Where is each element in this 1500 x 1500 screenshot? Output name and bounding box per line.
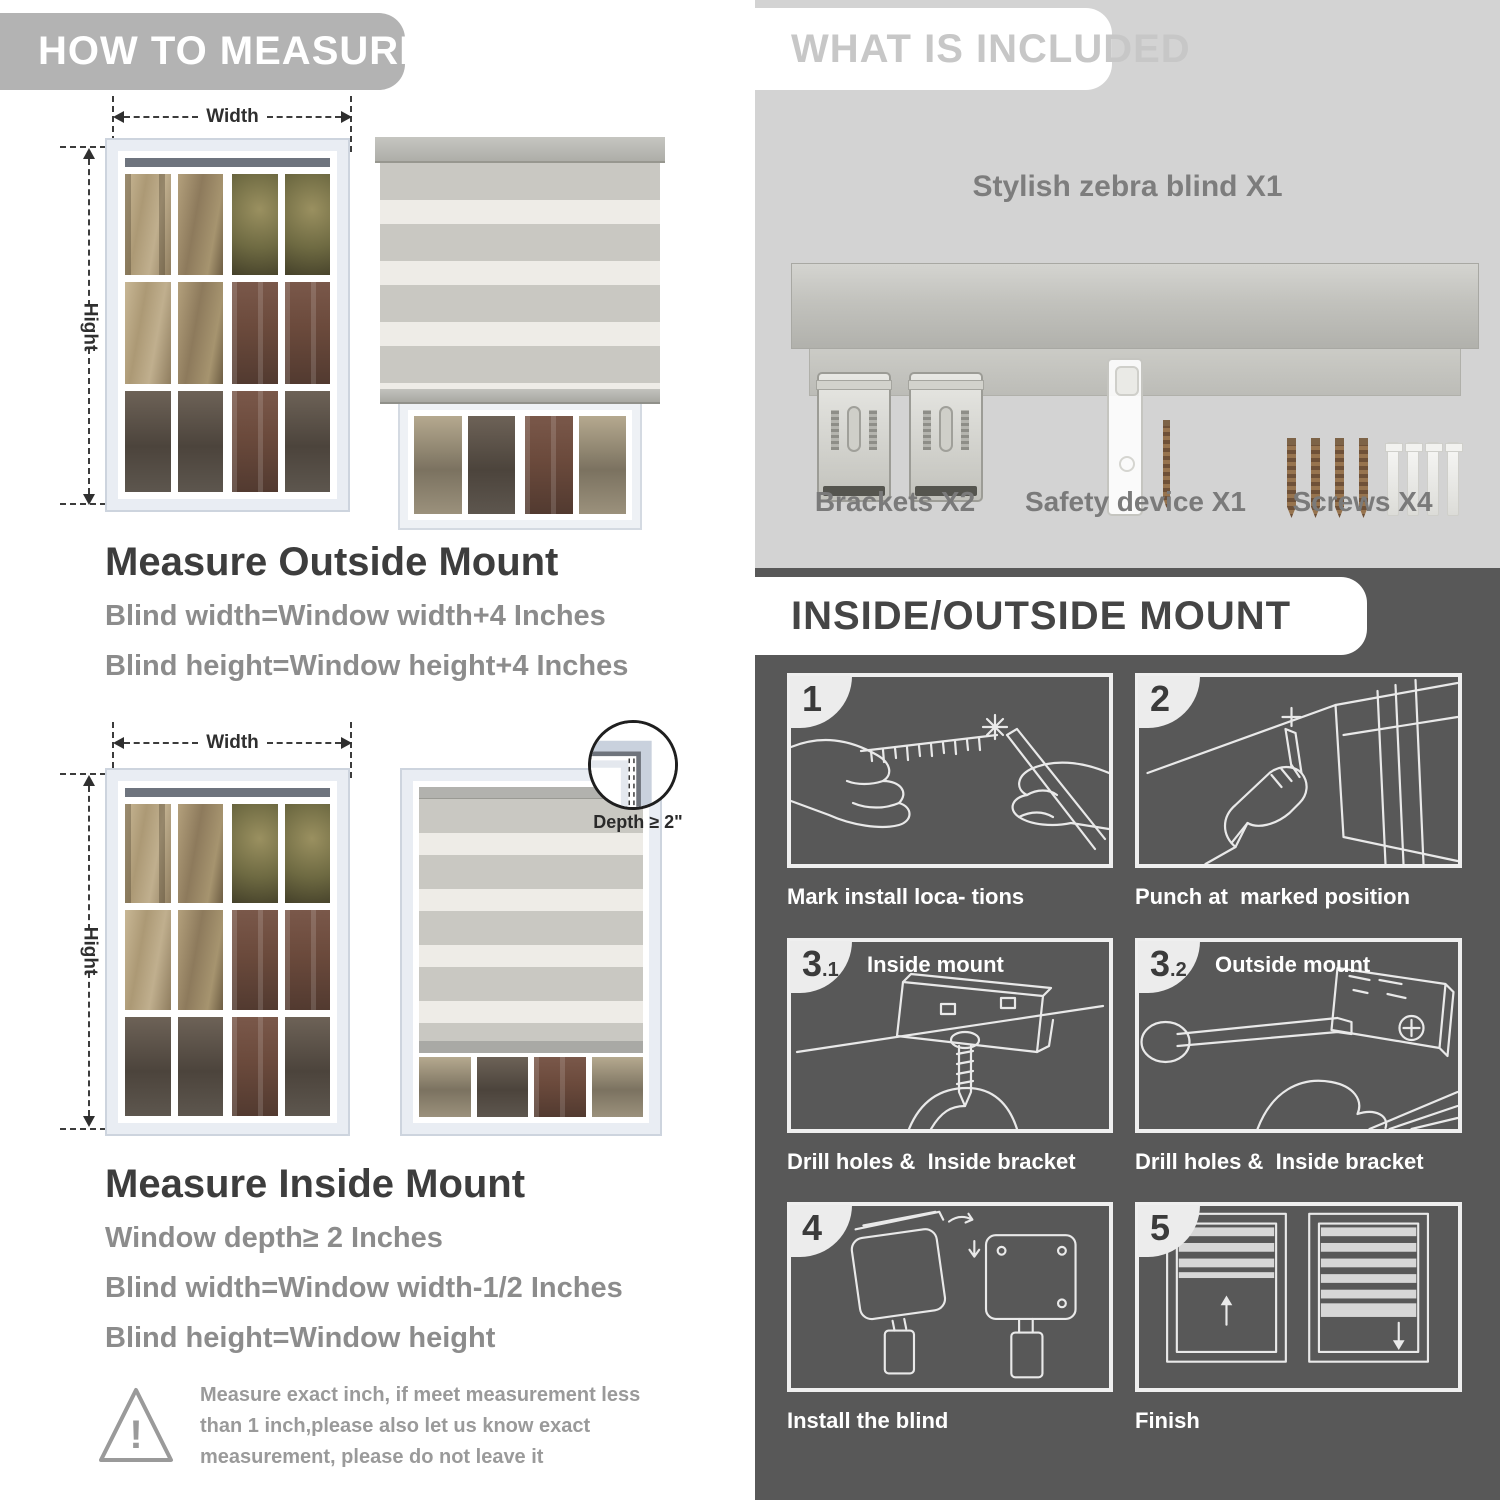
- step-panel-3-2: [1135, 938, 1462, 1133]
- width-arrow-outside: [113, 106, 352, 128]
- height-arrow-inside: [78, 775, 100, 1127]
- measure-warning-text: Measure exact inch, if meet measurement less than 1 inch,please also let us know exact measurement, please do not leave it: [200, 1384, 641, 1468]
- window-photo-inside: [105, 768, 350, 1136]
- window-head-strip: [125, 158, 330, 167]
- step-caption-3-2: Drill holes & Inside bracket: [1135, 1149, 1424, 1174]
- what-is-included-header: [755, 8, 1191, 90]
- arrow-down-icon: [83, 494, 95, 505]
- safety-device-label: Safety device X1: [1024, 486, 1247, 517]
- exclamation-mark: !: [129, 1413, 143, 1457]
- step-caption-5: Finish: [1135, 1408, 1200, 1433]
- step-panel-3-1: [787, 938, 1113, 1133]
- how-to-measure-header: [0, 13, 427, 90]
- zebra-blind-outside: [375, 137, 665, 404]
- blind-headrail: [375, 137, 665, 163]
- mount-header-title: INSIDE/OUTSIDE MOUNT: [791, 594, 1292, 638]
- window-photo-outside: [105, 138, 350, 512]
- step-number-badge: 4: [790, 1205, 852, 1257]
- blind-fabric: [419, 799, 643, 1041]
- arrow-left-icon: [113, 737, 124, 749]
- step-panel-4: [787, 1202, 1113, 1392]
- what-is-included-title: WHAT IS INCLUDED: [791, 27, 1191, 71]
- step-caption-2: Punch at marked position: [1135, 884, 1411, 909]
- step-caption-4: Install the blind: [787, 1408, 949, 1433]
- window-casement-left: [125, 788, 223, 1116]
- window-head-strip: [125, 788, 330, 797]
- zebra-blind-count-label: Stylish zebra blind X1: [972, 170, 1283, 203]
- blind-bottom-rail: [380, 389, 660, 404]
- arrow-down-icon: [83, 1116, 95, 1127]
- width-label: Width: [206, 106, 259, 127]
- blind-bottom-rail: [419, 1041, 643, 1053]
- step-panel-2: [1135, 673, 1462, 868]
- outside-mount-step-title: Outside mount: [1215, 952, 1371, 977]
- width-label: Width: [206, 732, 259, 753]
- arrow-up-icon: [83, 775, 95, 786]
- step-number-badge: 2: [1138, 676, 1200, 728]
- step-panel-5: [1135, 1202, 1462, 1392]
- mount-header: [755, 577, 1367, 655]
- brackets-label: Brackets X2: [814, 486, 976, 517]
- outside-rule-height: Blind height=Window height+4 Inches: [105, 650, 629, 682]
- blind-fabric: [380, 163, 660, 389]
- inside-rule-height: Blind height=Window height: [105, 1322, 496, 1354]
- warning-triangle-icon: [95, 1382, 177, 1472]
- arrow-right-icon: [341, 737, 352, 749]
- window-corner-detail-icon: [591, 723, 675, 807]
- bracket-item-1: [817, 372, 891, 502]
- arrow-up-icon: [83, 148, 95, 159]
- step-caption-1: Mark install loca- tions: [787, 884, 1025, 909]
- bracket-item-2: [909, 372, 983, 502]
- depth-note: Depth ≥ 2": [593, 812, 683, 832]
- height-label: Hight: [79, 926, 101, 976]
- window-casement-right: [232, 788, 330, 1116]
- what-is-included-section: [755, 0, 1500, 568]
- step-caption-3-1: Drill holes & Inside bracket: [787, 1149, 1076, 1174]
- outside-rule-width: Blind width=Window width+4 Inches: [105, 600, 606, 632]
- step-number-badge: 3.1: [790, 941, 852, 993]
- step-number-badge: 3.2: [1138, 941, 1200, 993]
- height-label: Hight: [79, 302, 101, 351]
- inside-mount-step-title: Inside mount: [867, 952, 1004, 977]
- inside-rule-width: Blind width=Window width-1/2 Inches: [105, 1272, 623, 1304]
- inside-outside-mount-section: [755, 568, 1500, 1500]
- inside-mount-title: Measure Inside Mount: [105, 1162, 526, 1206]
- window-fragment-outside: [398, 400, 642, 530]
- blind-headrail-product: [791, 263, 1479, 349]
- width-arrow-inside: [113, 732, 352, 754]
- window-casement-right: [232, 158, 330, 492]
- inside-rule-depth: Window depth≥ 2 Inches: [105, 1222, 443, 1254]
- step-number-badge: 5: [1138, 1205, 1200, 1257]
- screws-label: Screws X4: [1292, 486, 1433, 517]
- arrow-left-icon: [113, 111, 124, 123]
- step-panel-1: [787, 673, 1113, 868]
- step-number-badge: 1: [790, 676, 852, 728]
- height-arrow-outside: [78, 148, 100, 505]
- how-to-measure-title: HOW TO MEASURE: [38, 29, 427, 73]
- window-casement-left: [125, 158, 223, 492]
- depth-detail-circle: [588, 720, 678, 810]
- arrow-right-icon: [341, 111, 352, 123]
- outside-mount-title: Measure Outside Mount: [105, 540, 559, 584]
